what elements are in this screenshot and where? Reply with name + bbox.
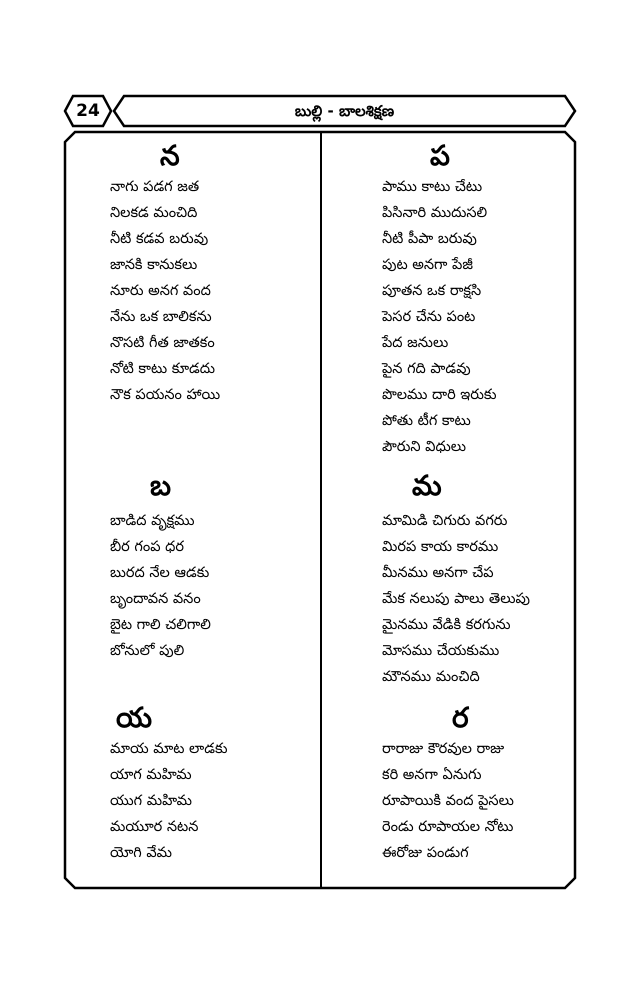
- list-item: బురద నేల ఆడకు: [110, 565, 210, 581]
- list-item: యాగ మహిమ: [110, 767, 192, 783]
- letter-heading: బ: [150, 469, 172, 502]
- list-item: యుగ మహిమ: [110, 793, 192, 809]
- list-item: యోగి వేమ: [110, 845, 173, 861]
- list-item: మోసము చేయకుము: [382, 643, 500, 659]
- list-item: బృందావన వనం: [110, 591, 201, 607]
- page-title: బుల్లి - బాలశిక్షణ: [294, 102, 395, 120]
- list-item: నీటి కడవ బరువు: [110, 231, 209, 247]
- list-item: రారాజు కౌరవుల రాజు: [382, 741, 505, 757]
- list-item: పేద జనులు: [382, 335, 449, 351]
- list-item: పూతన ఒక రాక్షసి: [382, 283, 482, 299]
- letter-heading: మ: [412, 469, 442, 502]
- letter-heading: య: [116, 701, 153, 734]
- list-item: బోనులో పులి: [110, 643, 185, 659]
- list-item: నూరు అనగ వంద: [110, 283, 211, 299]
- list-item: పుట అనగా పేజీ: [382, 257, 473, 273]
- list-item: పోతు టీగ కాటు: [382, 413, 471, 429]
- list-item: మైనము వేడికి కరగును: [382, 617, 511, 633]
- word-list: [110, 508, 211, 664]
- list-item: మయూర నటన: [110, 819, 199, 835]
- header-banner: [112, 94, 577, 128]
- list-item: మామిడి చిగురు వగరు: [382, 513, 508, 529]
- letter-heading: ప: [430, 139, 450, 172]
- list-item: నొసటి గీత జాతకం: [110, 335, 215, 351]
- word-list: [382, 736, 514, 866]
- list-item: పెసర చేను పంట: [382, 309, 476, 325]
- letter-heading: ర: [452, 701, 469, 734]
- list-item: నౌక పయనం హాయి: [110, 387, 221, 403]
- list-item: నీటి పీపా బరువు: [382, 231, 477, 247]
- list-item: పౌరుని విధులు: [382, 439, 467, 455]
- list-item: పిసినారి ముదుసలి: [382, 205, 488, 221]
- list-item: మిరప కాయ కారము: [382, 539, 499, 555]
- list-item: పైన గది పాడవు: [382, 361, 471, 377]
- list-item: జానకి కానుకలు: [110, 257, 198, 273]
- list-item: రెండు రూపాయల నోటు: [382, 819, 514, 835]
- list-item: పొలము దారి ఇరుకు: [382, 387, 497, 403]
- list-item: మీనము అనగా చేప: [382, 565, 494, 581]
- page-number-badge: [63, 94, 113, 128]
- list-item: నిలకడ మంచిది: [110, 205, 198, 221]
- list-item: మాయ మాట లాడకు: [110, 741, 228, 757]
- word-list: [382, 508, 530, 690]
- word-list: [110, 174, 220, 408]
- list-item: బైట గాలి చలిగాలి: [110, 617, 211, 633]
- list-item: నేను ఒక బాలికను: [110, 309, 212, 325]
- list-item: మేక నలుపు పాలు తెలుపు: [382, 591, 530, 607]
- page-number: 24: [76, 101, 100, 121]
- list-item: ఈరోజు పండుగ: [382, 845, 469, 861]
- letter-heading: న: [160, 139, 180, 172]
- list-item: నాగు పడగ జత: [110, 179, 200, 195]
- list-item: కరి అనగా ఏనుగు: [382, 767, 482, 783]
- list-item: బీర గంప ధర: [110, 539, 184, 555]
- list-item: పాము కాటు చేటు: [382, 179, 483, 195]
- list-item: బాడిద వృక్షము: [110, 513, 195, 529]
- word-list: [110, 736, 228, 866]
- list-item: రూపాయికి వంద పైసలు: [382, 793, 514, 809]
- list-item: నోటి కాటు కూడదు: [110, 361, 216, 377]
- word-list: [382, 174, 497, 460]
- list-item: మౌనము మంచిది: [382, 669, 480, 685]
